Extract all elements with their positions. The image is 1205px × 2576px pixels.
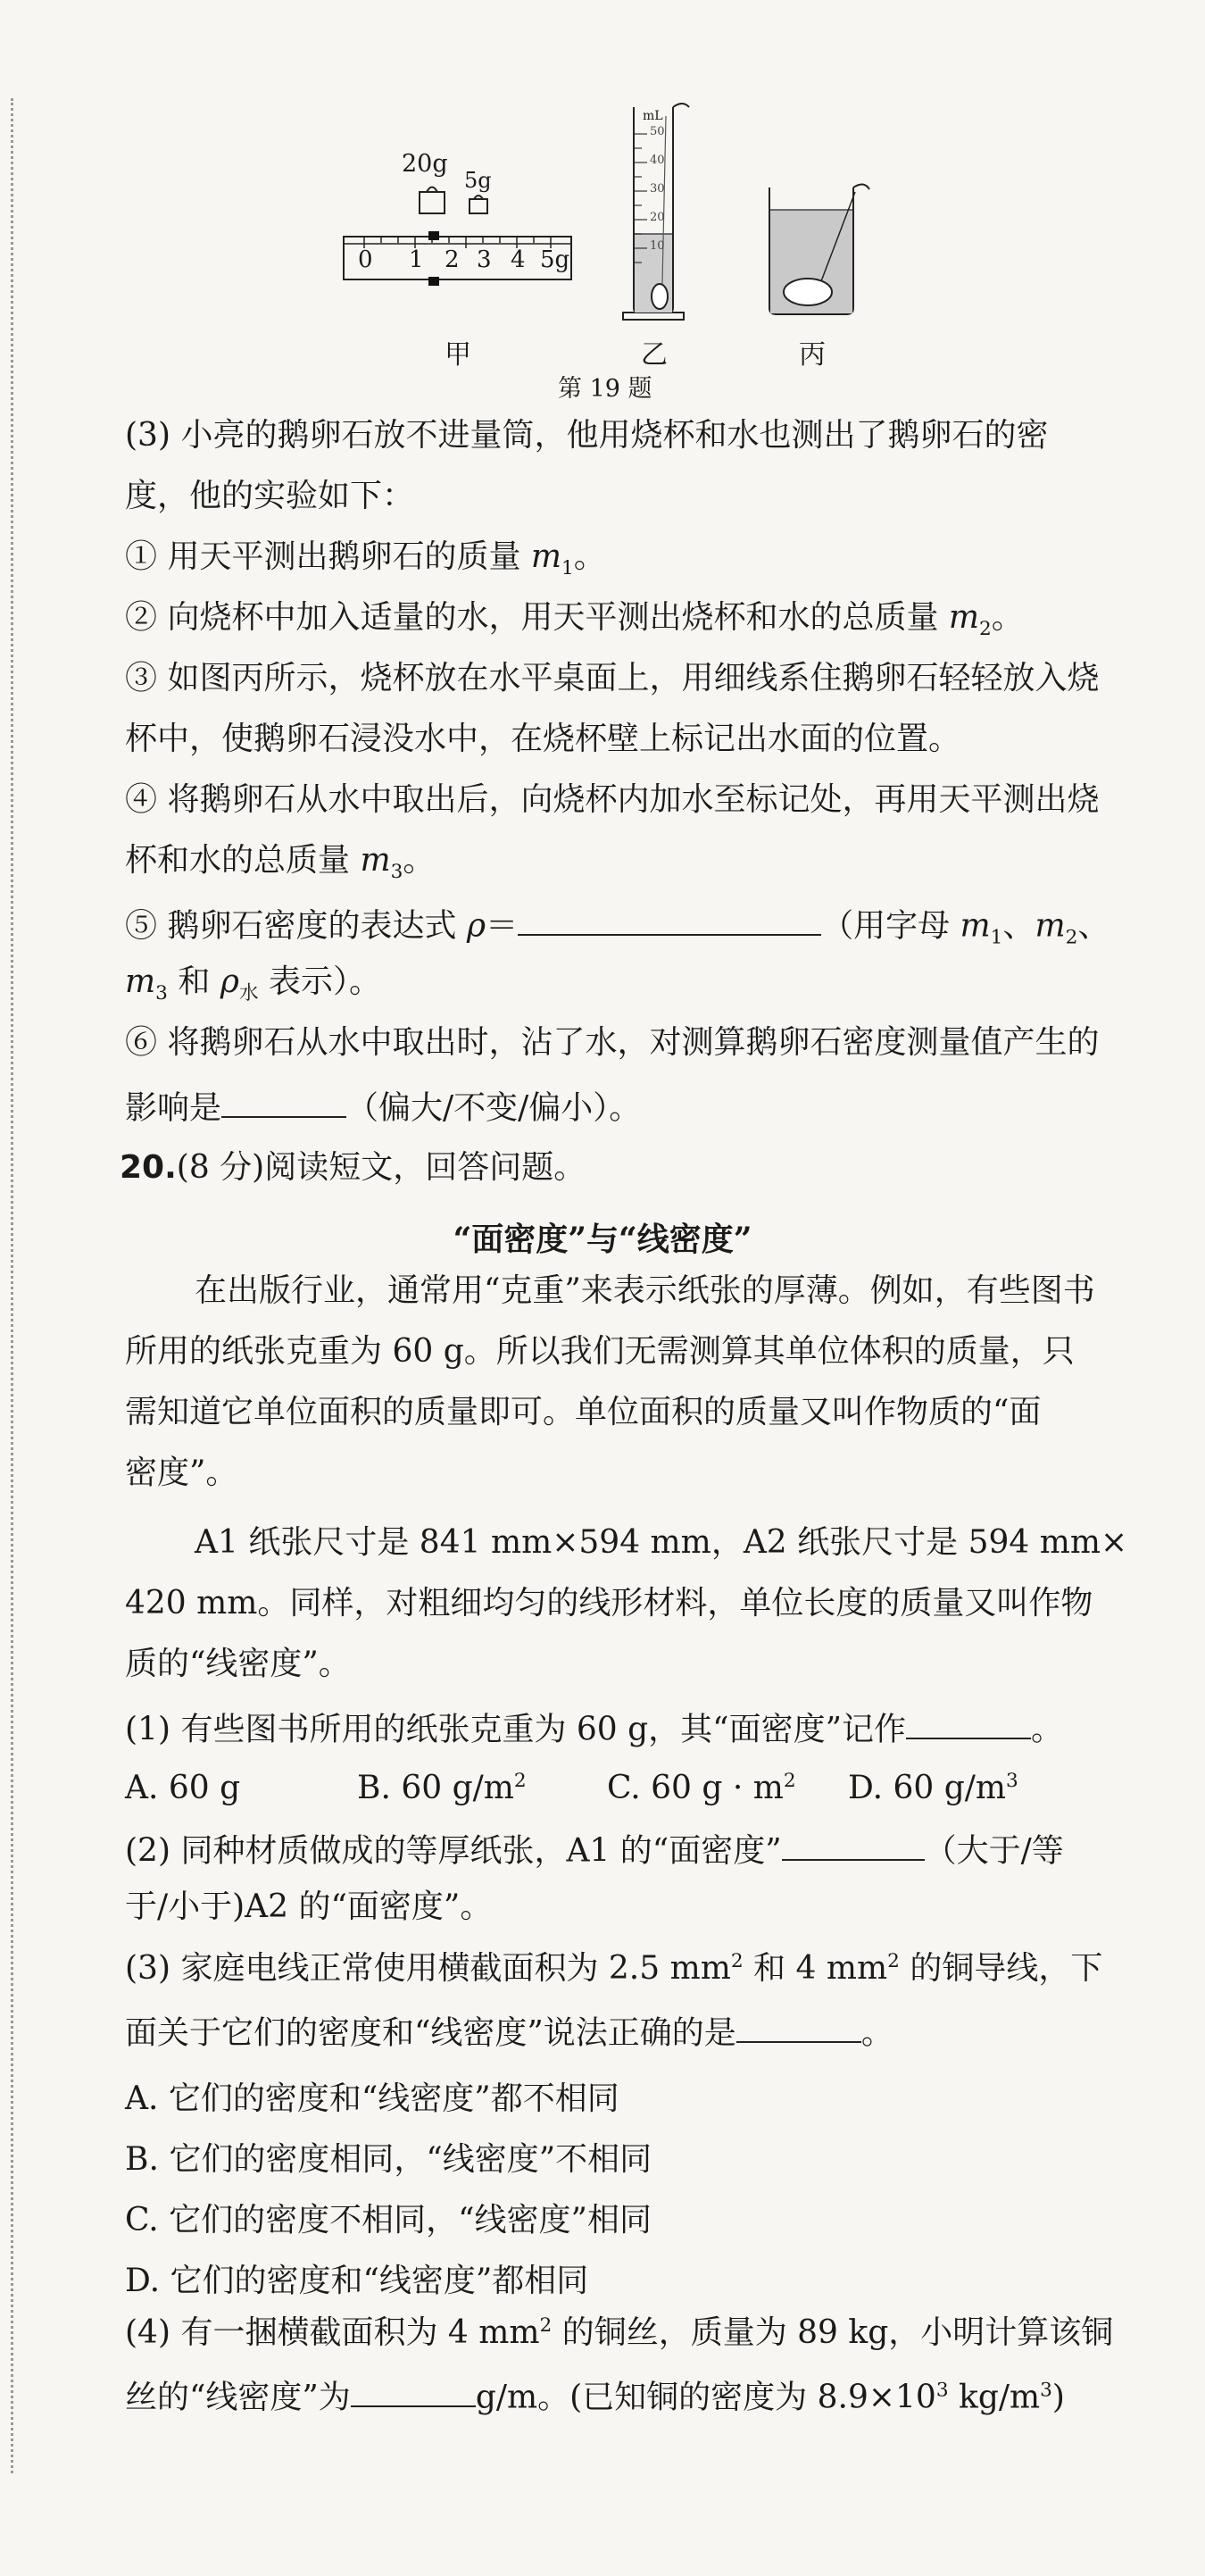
cylinder-tick: 40 (650, 154, 665, 167)
answer-blank-q20-2[interactable] (782, 1830, 925, 1861)
q20-para2-line1: A1 纸张尺寸是 841 mm×594 mm，A2 纸张尺寸是 594 mm× (195, 1524, 1128, 1561)
figure-caption: 第 19 题 (558, 375, 652, 403)
q20-3-option-d[interactable]: D. 它们的密度和“线密度”都相同 (125, 2263, 589, 2299)
weight-5g-label: 5g (464, 168, 492, 193)
figure-label-yi: 乙 (641, 339, 668, 371)
q19-step4-line1: ④ 将鹅卵石从水中取出后，向烧杯内加水至标记处，再用天平测出烧 (125, 781, 1100, 818)
cylinder-tick: 50 (650, 125, 665, 138)
margin-dotted-rule (11, 98, 13, 2473)
beaker-figure (769, 184, 869, 314)
q20-para1-line4: 密度”。 (125, 1455, 238, 1491)
cylinder-tick: 20 (650, 211, 665, 224)
scale-tick: 1 (409, 246, 424, 273)
q20-sub3-line2: 面关于它们的密度和“线密度”说法正确的是 。 (125, 2013, 893, 2049)
rider-bottom (428, 277, 439, 286)
answer-blank-density-expression[interactable] (518, 905, 821, 936)
q19-step6-line2: 影响是 （偏大/不变/偏小）。 (125, 1088, 641, 1124)
weight-20g-label: 20g (402, 150, 448, 178)
q20-article-title: “面密度”与“线密度” (453, 1221, 752, 1258)
rider-top (428, 231, 439, 240)
q20-intro: (8 分)阅读短文，回答问题。 (176, 1149, 586, 1186)
cylinder-tick: 10 (650, 239, 665, 253)
cylinder-tick: 30 (650, 182, 665, 196)
q20-para1-line1: 在出版行业，通常用“克重”来表示纸张的厚薄。例如，有些图书 (195, 1272, 1095, 1309)
q20-number: 20. (120, 1149, 177, 1186)
q19-step5-line2: $m_3$ 和 $\rho_水$ 表示）。 (125, 963, 382, 1005)
q20-sub4-line1: (4) 有一捆横截面积为 4 $mm^2$ 的铜丝，质量为 89 kg，小明计算该铜 (125, 2314, 1114, 2351)
weight-20g-icon (420, 192, 445, 213)
q20-sub4-line2: 丝的“线密度”为 g/m。(已知铜的密度为 $8.9\times 10^3$ $kg/m^3$) (125, 2377, 1065, 2413)
q20-para1-line2: 所用的纸张克重为 60 g。所以我们无需测算其单位体积的质量，只 (125, 1333, 1075, 1370)
answer-blank-q20-1[interactable] (906, 1709, 1031, 1739)
q20-para2-line3: 质的“线密度”。 (125, 1646, 351, 1682)
q20-1-option-c[interactable]: C. 60 $g \cdot m^2$ (607, 1770, 796, 1806)
figure-label-bing: 丙 (799, 339, 826, 371)
figure-label-jia: 甲 (445, 339, 471, 371)
figure-q19 (339, 98, 946, 402)
q20-sub1: (1) 有些图书所用的纸张克重为 60 g，其“面密度”记作 。 (125, 1709, 1063, 1746)
weight-5g-icon (470, 199, 487, 213)
q19-step1: ① 用天平测出鹅卵石的质量 $m_1$。 (125, 538, 606, 580)
q20-3-option-b[interactable]: B. 它们的密度相同，“线密度”不相同 (125, 2141, 652, 2178)
q20-3-option-c[interactable]: C. 它们的密度不相同，“线密度”相同 (125, 2202, 652, 2238)
q20-para2-line2: 420 mm。同样，对粗细均匀的线形材料，单位长度的质量又叫作物 (125, 1585, 1093, 1621)
q20-1-option-a[interactable]: A. 60 g (125, 1770, 241, 1806)
q20-1-option-d[interactable]: D. 60 $g/m^3$ (848, 1770, 1018, 1806)
answer-blank-q20-4[interactable] (351, 2377, 476, 2407)
q19-step3-line2: 杯中，使鹅卵石浸没水中，在烧杯壁上标记出水面的位置。 (125, 721, 961, 757)
pebble-in-beaker-icon (784, 279, 832, 305)
cylinder-unit: mL (643, 109, 663, 123)
q19-step2: ② 向烧杯中加入适量的水，用天平测出烧杯和水的总质量 $m_2$。 (125, 599, 1024, 641)
scale-tick: 0 (358, 246, 373, 273)
q20-para1-line3: 需知道它单位面积的质量即可。单位面积的质量又叫作物质的“面 (125, 1394, 1042, 1430)
q20-header (120, 1149, 586, 1186)
q19-step4-line2: 杯和水的总质量 $m_3$。 (125, 842, 436, 884)
scale-tick: 4 (511, 246, 526, 273)
pebble-in-cylinder-icon (652, 284, 668, 309)
q20-3-option-a[interactable]: A. 它们的密度和“线密度”都不相同 (125, 2080, 619, 2117)
q20-sub3-line1: (3) 家庭电线正常使用横截面积为 2.5 $mm^2$ 和 4 $mm^2$ 的铜导线，下 (125, 1950, 1103, 1987)
answer-blank-q20-3[interactable] (736, 2013, 861, 2043)
q20-sub2-line2: 于/小于)A2 的“面密度”。 (125, 1888, 493, 1925)
scale-tick: 3 (477, 246, 492, 273)
scale-tick-labels (344, 246, 571, 275)
q19-step3-line1: ③ 如图丙所示，烧杯放在水平桌面上，用细线系住鹅卵石轻轻放入烧 (125, 660, 1100, 696)
q19-step6-line1: ⑥ 将鹅卵石从水中取出时，沾了水，对测算鹅卵石密度测量值产生的 (125, 1024, 1100, 1061)
q19-step5-line1: ⑤ 鹅卵石密度的表达式 ρ＝ （用字母 $m_1$、$m_2$、 (125, 905, 1109, 947)
answer-blank-effect[interactable] (221, 1088, 346, 1118)
q19-p3-intro-line1: (3) 小亮的鹅卵石放不进量筒，他用烧杯和水也测出了鹅卵石的密 (125, 417, 1049, 454)
q20-sub2-line1: (2) 同种材质做成的等厚纸张，A1 的“面密度” （大于/等 (125, 1830, 1064, 1867)
q20-1-option-b[interactable]: B. 60 $g/m^2$ (357, 1770, 527, 1806)
q19-p3-intro-line2: 度，他的实验如下： (125, 478, 415, 514)
scale-tick: 2 (445, 246, 460, 273)
scale-tick: 5g (540, 246, 570, 273)
